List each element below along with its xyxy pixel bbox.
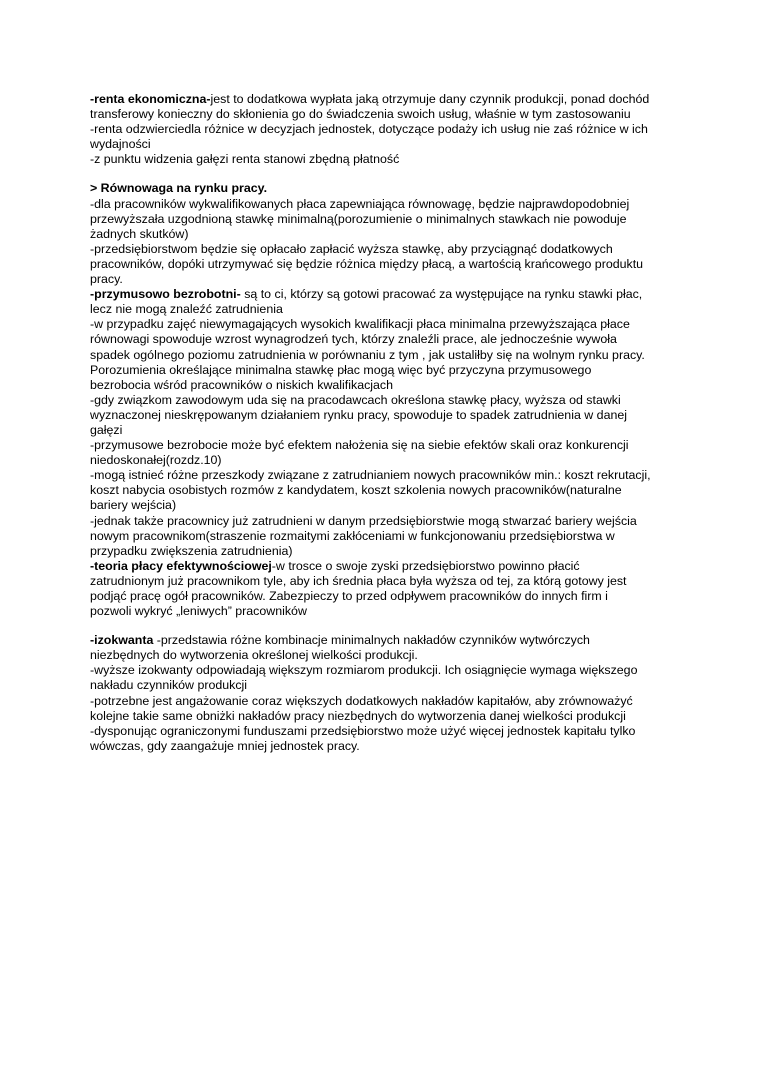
term-przymusowo-bezrobotni: -przymusowo bezrobotni- (90, 287, 241, 302)
term-renta-ekonomiczna: -renta ekonomiczna- (90, 92, 211, 106)
text-line: kolejne takie same obniżki nakładów pracy niezbędnych do wytworzenia danej wielkości produkcji (90, 708, 626, 723)
text-line: -dysponując ograniczonymi funduszami przedsiębiorstwo może użyć więcej jednostek kapitału tylko (90, 723, 636, 738)
text-line: wyznaczonej nieskrępowanym działaniem rynku pracy, spowoduje to spadek zatrudnienia w danej (90, 407, 627, 422)
text-line: -mogą istnieć różne przeszkody związane z zatrudnianiem nowych pracowników min.: koszt rekrutacji, (90, 468, 651, 483)
text-line: -izokwanta -przedstawia różne kombinacje minimalnych nakładów czynników wytwórczych (90, 633, 590, 648)
document-page (90, 92, 680, 754)
text-line: -przedsiębiorstwom będzie się opłacało zapłacić wyższa stawkę, aby przyciągnąć dodatkowych (90, 241, 613, 256)
text-line: równowagi spowoduje wzrost wynagrodzeń tych, którzy znaleźli prace, ale jednocześnie wywoła (90, 332, 617, 347)
text-line: -dla pracowników wykwalifikowanych płaca zapewniająca równowagę, będzie najprawdopodobniej (90, 196, 630, 211)
text-line: gałęzi (90, 422, 123, 437)
text-line: -teoria płacy efektywnościowej-w trosce o swoje zyski przedsiębiorstwo powinno płacić (90, 558, 580, 573)
text-line: -przymusowe bezrobocie może być efektem nałożenia się na siebie efektów skali oraz konkurencji (90, 438, 629, 453)
text-line: lecz nie mogą znaleźć zatrudnienia (90, 302, 283, 317)
text-line: -przymusowo bezrobotni- są to ci, którzy są gotowi pracować za występujące na rynku stawki płac, (90, 287, 643, 302)
text-line: -renta ekonomiczna-jest to dodatkowa wypłata jaką otrzymuje dany czynnik produkcji, ponad dochód (90, 92, 650, 106)
text-line: Porozumienia określające minimalna stawkę płac mogą więc być przyczyna przymusowego (90, 362, 592, 377)
text-line: spadek ogólnego poziomu zatrudnienia w porównaniu z tym , jak ustaliłby się na wolnym rynku pracy. (90, 347, 645, 362)
text-line: przewyższała uzgodnioną stawkę minimalną(porozumienie o minimalnych stawkach nie powoduje (90, 211, 627, 226)
term-teoria-placy-efektywnosciowej: -teoria płacy efektywnościowej (90, 558, 272, 573)
text-line: bezrobocia wśród pracowników o niskich kwalifikacjach (90, 377, 394, 392)
text-line: pracowników, dopóki utrzymywać się będzie różnica między płacą, a wartością krańcowego produktu (90, 256, 644, 271)
text-line: wówczas, gdy zaangażuje mniej jednostek pracy. (90, 738, 360, 753)
paragraph-gap (90, 619, 680, 633)
text-line: -w przypadku zajęć niewymagających wysokich kwalifikacji płaca minimalna przewyższająca płace (90, 317, 630, 332)
text-line: bariery wejścia) (90, 498, 177, 513)
text-line: nakładu czynników produkcji (90, 678, 248, 693)
text-line: zatrudnionym już pracownikom tyle, aby ich średnia płaca była wyższa od tej, za którą gotowy jest (90, 573, 627, 588)
text-line: transferowy konieczny do skłonienia go do świadczenia swoich usług, właśnie w tym zastosowaniu (90, 107, 631, 122)
text-line: niedoskonałej(rozdz.10) (90, 453, 222, 468)
text-line: podjąć pracę ogół pracowników. Zabezpieczy to przed odpływem pracowników do innych firm i (90, 589, 608, 603)
text-line: -potrzebne jest angażowanie coraz większych dodatkowych nakładów kapitałów, aby zrównoważyć (90, 693, 633, 708)
paragraph-gap (90, 167, 680, 181)
text-line: niezbędnych do wytworzenia określonej wielkości produkcji. (90, 648, 418, 663)
term-izokwanta: -izokwanta (90, 633, 154, 648)
text-line: żadnych skutków) (90, 226, 189, 241)
text-line: -wyższe izokwanty odpowiadają większym rozmiarom produkcji. Ich osiągnięcie wymaga większego (90, 663, 638, 678)
section-renta-ekonomiczna (90, 92, 680, 167)
text-line: -gdy związkom zawodowym uda się na pracodawcach określona stawkę płacy, wyższa od stawki (90, 392, 621, 407)
text-line: koszt nabycia osobistych rozmów z kandydatem, koszt szkolenia nowych pracowników(naturalne (90, 483, 622, 498)
text-line: pozwoli wykryć „leniwych” pracowników (90, 604, 307, 619)
text-line: -renta odzwierciedla różnice w decyzjach jednostek, dotyczące podaży ich usług nie zaś różnice w ich (90, 122, 648, 137)
section-heading: > Równowaga na rynku pracy. (90, 181, 268, 196)
text-line: przypadku zwiększenia zatrudnienia) (90, 543, 293, 558)
text-line: pracy. (90, 272, 123, 287)
section-rownowaga-rynek-pracy (90, 181, 680, 619)
text-line: -z punktu widzenia gałęzi renta stanowi zbędną płatność (90, 152, 400, 167)
text-line: wydajności (90, 137, 151, 152)
text-line: -jednak także pracownicy już zatrudnieni w danym przedsiębiorstwie mogą stwarzać bariery wejścia (90, 513, 637, 528)
text-line: nowym pracownikom(straszenie rozmaitymi zakłóceniami w funkcjonowaniu przedsiębiorstwa w (90, 528, 615, 543)
section-izokwanta (90, 633, 680, 754)
